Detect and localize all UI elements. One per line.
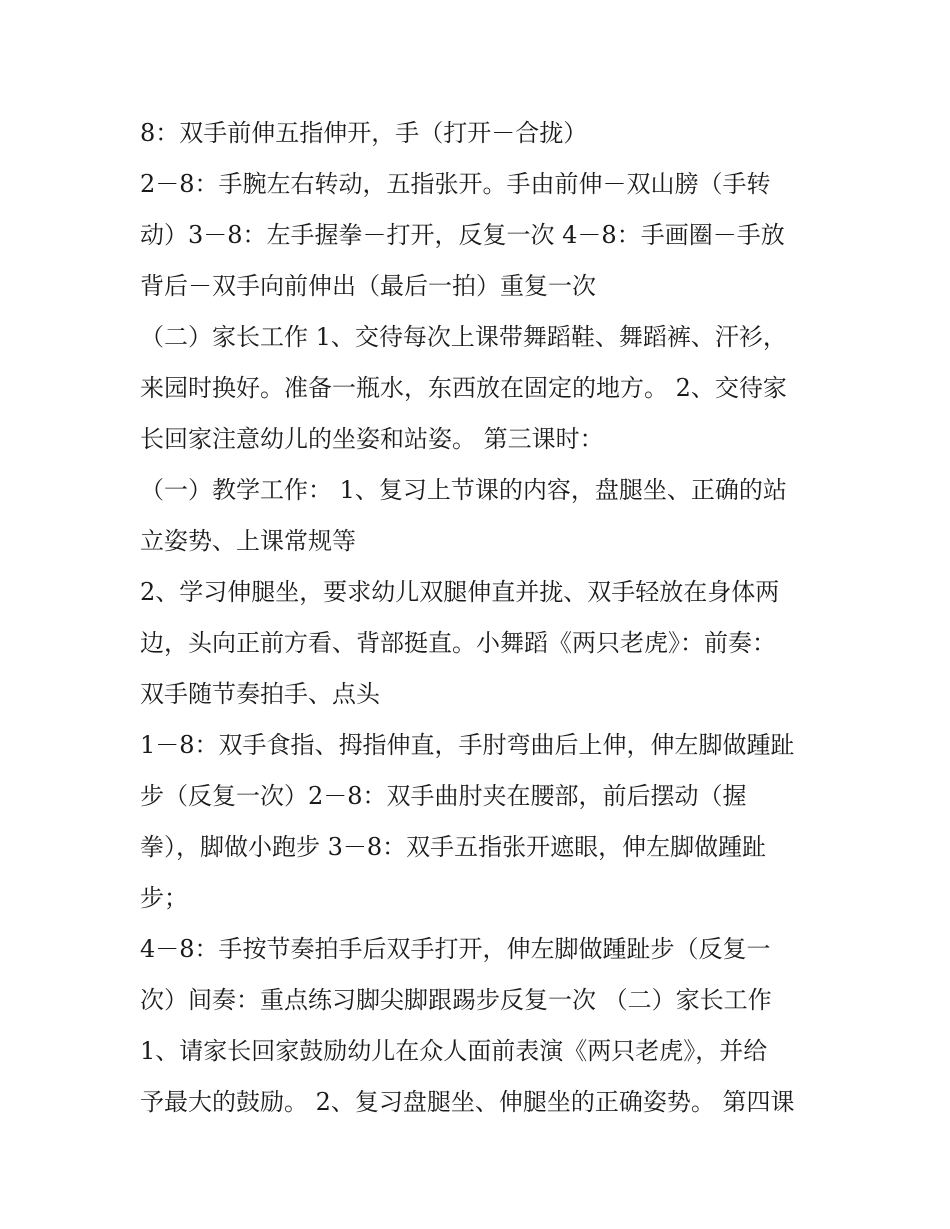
- text-line: 长回家注意幼儿的坐姿和站姿。 第三课时：: [140, 425, 604, 453]
- text-line: 2、学习伸腿坐，要求幼儿双腿伸直并拢、双手轻放在身体两: [140, 578, 780, 606]
- text-line: 动）3－8：左手握拳－打开，反复一次 4－8：手画圈－手放: [140, 221, 785, 249]
- text-line: 次）间奏：重点练习脚尖脚跟踢步反复一次 （二）家长工作: [140, 986, 772, 1014]
- text-line: （一）教学工作： 1、复习上节课的内容，盘腿坐、正确的站: [140, 476, 787, 504]
- text-line: 予最大的鼓励。 2、复习盘腿坐、伸腿坐的正确姿势。 第四课: [140, 1088, 795, 1116]
- text-line: 来园时换好。准备一瓶水，东西放在固定的地方。 2、交待家: [140, 374, 787, 402]
- text-line: 8：双手前伸五指伸开，手（打开－合拢）: [140, 119, 588, 147]
- text-line: 边，头向正前方看、背部挺直。小舞蹈《两只老虎》：前奏：: [140, 629, 776, 657]
- text-line: 1、请家长回家鼓励幼儿在众人面前表演《两只老虎》，并给: [140, 1037, 768, 1065]
- text-line: 背后－双手向前伸出（最后一拍）重复一次: [140, 272, 596, 300]
- text-line: 1－8：双手食指、拇指伸直，手肘弯曲后上伸，伸左脚做踵趾: [140, 731, 795, 759]
- text-line: 拳），脚做小跑步 3－8：双手五指张开遮眼，伸左脚做踵趾: [140, 833, 767, 861]
- text-line: 2－8：手腕左右转动，五指张开。手由前伸－双山膀（手转: [140, 170, 771, 198]
- text-line: （二）家长工作 1、交待每次上课带舞蹈鞋、舞蹈裤、汗衫，: [140, 323, 787, 351]
- text-line: 4－8：手按节奏拍手后双手打开，伸左脚做踵趾步（反复一: [140, 935, 771, 963]
- text-line: 双手随节奏拍手、点头: [140, 680, 380, 708]
- body-text: [140, 108, 820, 1128]
- text-line: 立姿势、上课常规等: [140, 527, 356, 555]
- text-line: 步（反复一次）2－8：双手曲肘夹在腰部，前后摆动（握: [140, 782, 747, 810]
- text-line: 步；: [140, 884, 188, 912]
